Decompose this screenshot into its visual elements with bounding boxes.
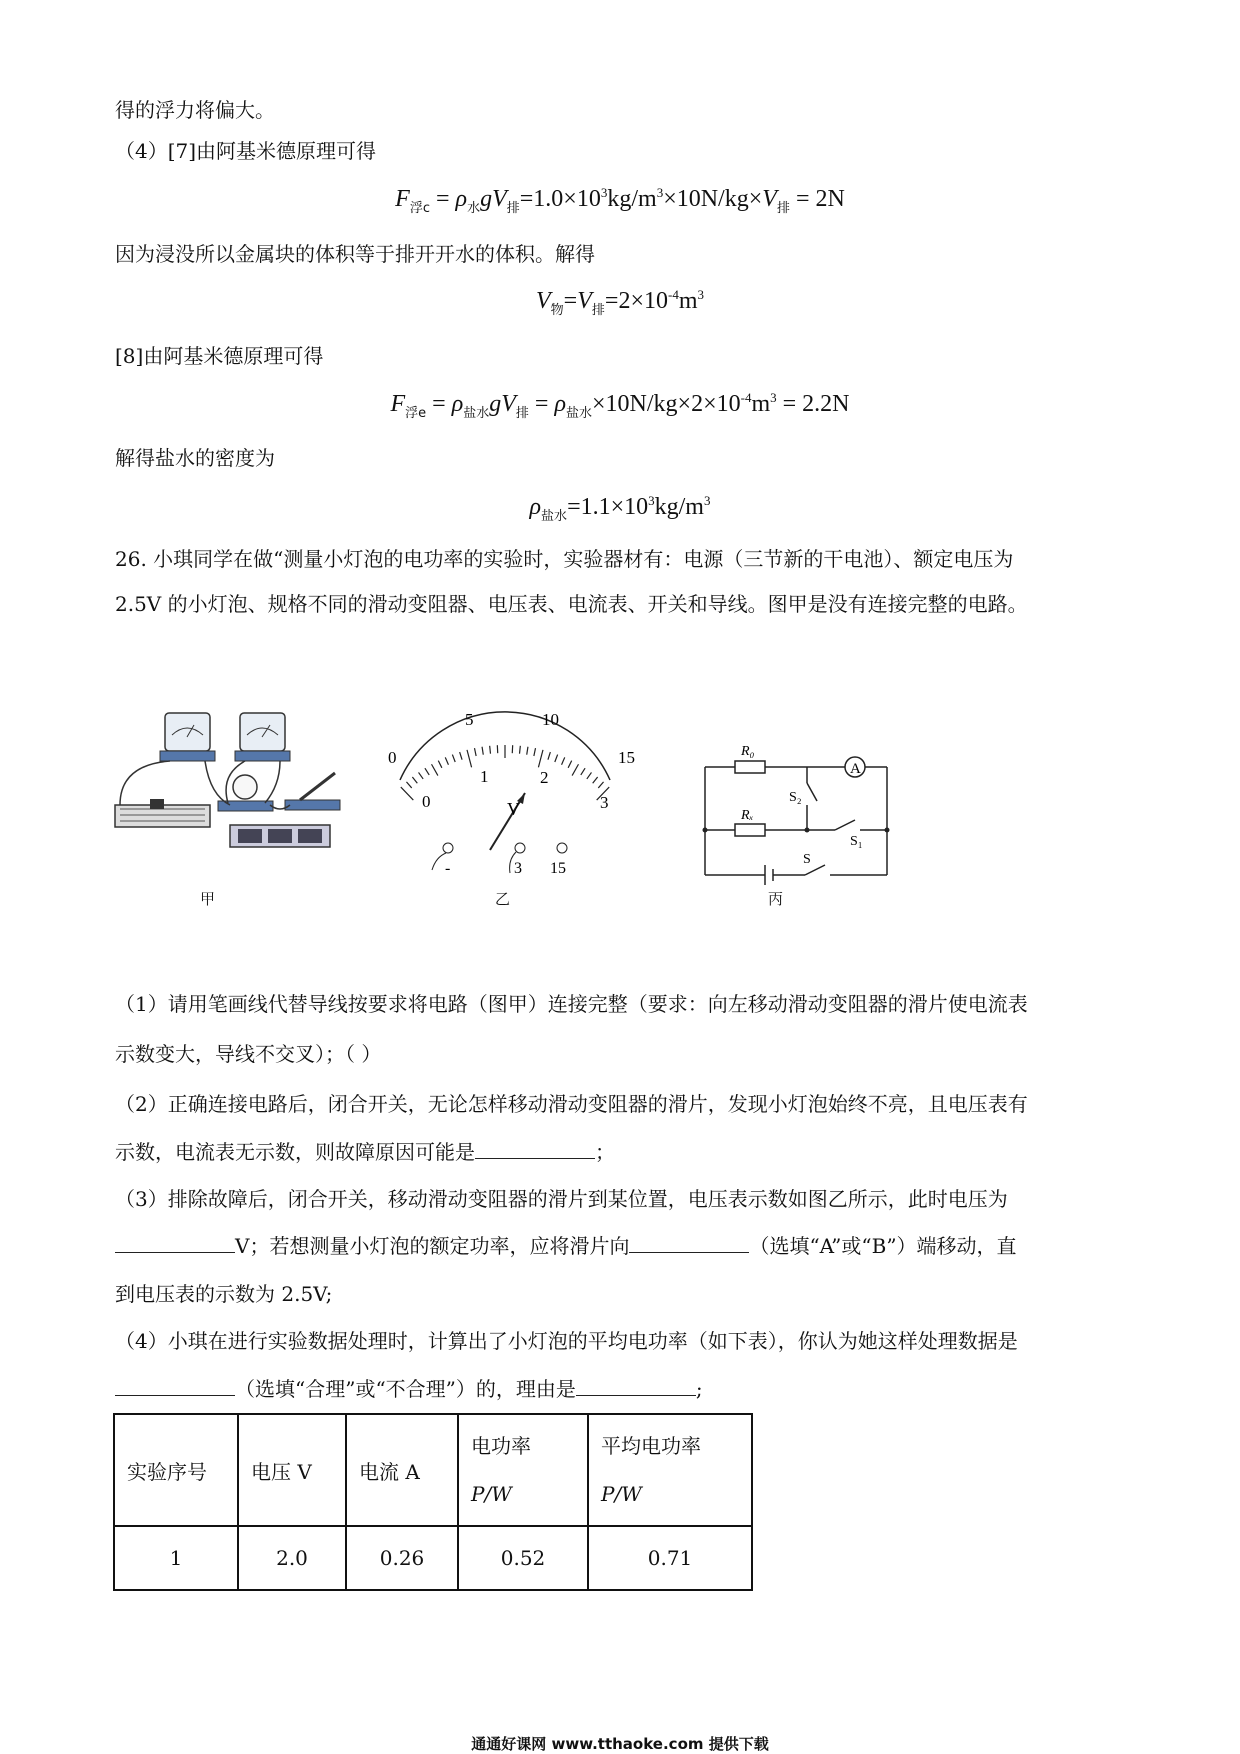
resistor-rx-label: Rₓ <box>741 808 754 823</box>
table-header: 电压 V <box>238 1414 346 1526</box>
part-3-line-2 <box>115 1232 1017 1260</box>
terminal-negative: - <box>445 860 451 875</box>
dial-top-tick-15: 15 <box>618 748 635 767</box>
table-header: 实验序号 <box>114 1414 238 1526</box>
table-cell: 0.52 <box>458 1526 588 1590</box>
dial-tick <box>548 752 550 760</box>
answer-blank <box>115 1232 235 1253</box>
dial-tick <box>419 772 424 779</box>
text-line: 得的浮力将偏大。 <box>115 98 275 122</box>
answer-blank <box>115 1375 235 1396</box>
table-cell: 0.71 <box>588 1526 752 1590</box>
answer-blank <box>629 1232 749 1253</box>
dial-tick <box>452 755 455 762</box>
dial-tick <box>587 772 592 779</box>
terminal-15: 15 <box>550 860 566 875</box>
dial-tick <box>474 748 476 756</box>
table-header-unit: P/W <box>471 1482 512 1506</box>
dial-tick <box>425 768 429 775</box>
voltmeter-dial-figure <box>370 705 640 875</box>
dial-tick <box>538 750 543 767</box>
dial-tick <box>581 768 585 775</box>
dial-tick <box>445 757 448 764</box>
circuit-diagram-figure <box>695 735 895 885</box>
part-1-line-2: 示数变大，导线不交叉）；（ ） <box>115 1042 382 1066</box>
dial-bottom-tick-3: 3 <box>600 793 609 812</box>
data-table <box>113 1413 753 1591</box>
formula-text: $F_{浮c} = \rho_水gV_排=1.0\times 10^3kg/m^3\times 10N/kg\times V_排 = 2N$ <box>395 185 845 216</box>
dial-tick <box>490 746 491 754</box>
question-26-line-2: 2.5V 的小灯泡、规格不同的滑动变阻器、电压表、电流表、开关和导线。图甲是没有连接完整的电路。 <box>115 592 1028 616</box>
figure-label-bing: 丙 <box>768 890 784 908</box>
formula-volume <box>0 287 1240 318</box>
table-cell: 0.26 <box>346 1526 458 1590</box>
switch-s-label: S <box>803 852 811 867</box>
dial-bottom-tick-1: 1 <box>480 767 489 786</box>
table-header: 电流 A <box>346 1414 458 1526</box>
table-header <box>458 1414 588 1526</box>
battery-icon <box>230 825 330 847</box>
footer: 通通好课网 www.tthaoke.com 提供下载 <box>471 1735 769 1753</box>
table-header <box>588 1414 752 1526</box>
resistor-r0 <box>735 761 765 773</box>
dial-tick <box>412 777 417 783</box>
part-3-line-1: （3）排除故障后，闭合开关，移动滑动变阻器的滑片到某位置，电压表示数如图乙所示，此时电压为 <box>115 1187 1008 1211</box>
dial-tick <box>482 747 483 755</box>
table-header-text: 电功率 <box>471 1434 531 1458</box>
part-1-line-1: （1）请用笔画线代替导线按要求将电路（图甲）连接完整（要求：向左移动滑动变阻器的滑片使电流表 <box>115 992 1028 1016</box>
text-line: [8]由阿基米德原理可得 <box>115 344 324 368</box>
rheostat-icon <box>115 799 210 827</box>
dial-tick <box>598 782 603 788</box>
table-header-unit: P/W <box>601 1482 642 1506</box>
dial-tick <box>555 755 558 762</box>
part-3-line-3: 到电压表的示数为 2.5V; <box>115 1282 333 1306</box>
text-line: （4）[7]由阿基米德原理可得 <box>115 139 377 163</box>
dial-tick <box>527 747 528 755</box>
question-26-line-1: 26. 小琪同学在做“测量小灯泡的电功率的实验时，实验器材有：电源（三节新的干电池）、额定电压为 <box>115 547 1014 571</box>
dial-tick <box>593 777 598 783</box>
dial-tick <box>467 750 472 767</box>
dial-tick <box>572 764 578 775</box>
text-line: 解得盐水的密度为 <box>115 446 275 470</box>
resistor-rx <box>735 824 765 836</box>
part-2-line-2 <box>115 1138 615 1166</box>
switch-s1-label: S₁ <box>850 834 863 849</box>
part-4-text: （选填“合理”或“不合理”）的，理由是 <box>235 1377 576 1401</box>
dial-tick <box>568 761 572 768</box>
terminal-3: 3 <box>514 860 522 875</box>
table-cell: 2.0 <box>238 1526 346 1590</box>
table-cell: 1 <box>114 1526 238 1590</box>
dial-unit: V <box>507 799 520 819</box>
part-2-end: ； <box>595 1140 615 1164</box>
answer-blank <box>475 1138 595 1159</box>
part-2-text: 示数，电流表无示数，则故障原因可能是 <box>115 1140 475 1164</box>
dial-tick <box>520 746 521 754</box>
formula-density <box>0 493 1240 524</box>
table-row <box>114 1526 752 1590</box>
table-header-text: 平均电功率 <box>601 1434 701 1458</box>
dial-tick <box>460 752 462 760</box>
resistor-r0-label: R₀ <box>741 744 755 759</box>
voltmeter-icon <box>235 713 290 761</box>
part-4-line-1: （4）小琪在进行实验数据处理时，计算出了小灯泡的平均电功率（如下表），你认为她这样处理数据是 <box>115 1329 1018 1353</box>
dial-top-tick-5: 5 <box>465 710 474 729</box>
switch-icon <box>285 773 340 810</box>
ammeter-icon <box>160 713 215 761</box>
formula-text: $\rho_{盐水}=1.1\times 10^3kg/m^3$ <box>529 493 711 524</box>
formula-buoyancy-e <box>0 390 1240 421</box>
dial-tick <box>534 748 536 756</box>
dial-tick <box>406 782 411 788</box>
figure-label-yi: 乙 <box>495 890 511 908</box>
apparatus-figure <box>110 705 360 860</box>
dial-bottom-tick-2: 2 <box>540 768 549 787</box>
switch-s2-label: S₂ <box>789 790 802 805</box>
dial-tick <box>562 757 565 764</box>
dial-tick <box>438 761 442 768</box>
text-line: 因为浸没所以金属块的体积等于排开开水的体积。解得 <box>115 242 595 266</box>
formula-text: $V_物=V_排=2\times 10^{-4}m^3$ <box>535 287 704 318</box>
part-3-text: V；若想测量小灯泡的额定功率，应将滑片向 <box>235 1234 630 1258</box>
dial-bottom-tick-0: 0 <box>422 792 431 811</box>
part-4-line-2 <box>115 1375 703 1403</box>
figure-label-jia: 甲 <box>200 890 216 908</box>
table-header-row <box>114 1414 752 1526</box>
formula-buoyancy-c <box>0 185 1240 216</box>
part-2-line-1: （2）正确连接电路后，闭合开关，无论怎样移动滑动变阻器的滑片，发现小灯泡始终不亮，且电压表有 <box>115 1092 1028 1116</box>
formula-text: $F_{浮e} = \rho_{盐水}gV_排 = \rho_{盐水}\times 10N/kg\times 2\times 10^{-4}m^3 = 2.2N$ <box>390 390 850 421</box>
part-3-text: （选填“A”或“B”）端移动，直 <box>749 1234 1017 1258</box>
dial-tick <box>401 787 414 800</box>
part-4-end: ; <box>695 1377 703 1401</box>
answer-blank <box>576 1375 696 1396</box>
dial-top-tick-10: 10 <box>542 710 559 729</box>
dial-top-tick-0: 0 <box>388 748 397 767</box>
ammeter-label: A <box>850 761 861 777</box>
dial-tick <box>432 764 438 775</box>
